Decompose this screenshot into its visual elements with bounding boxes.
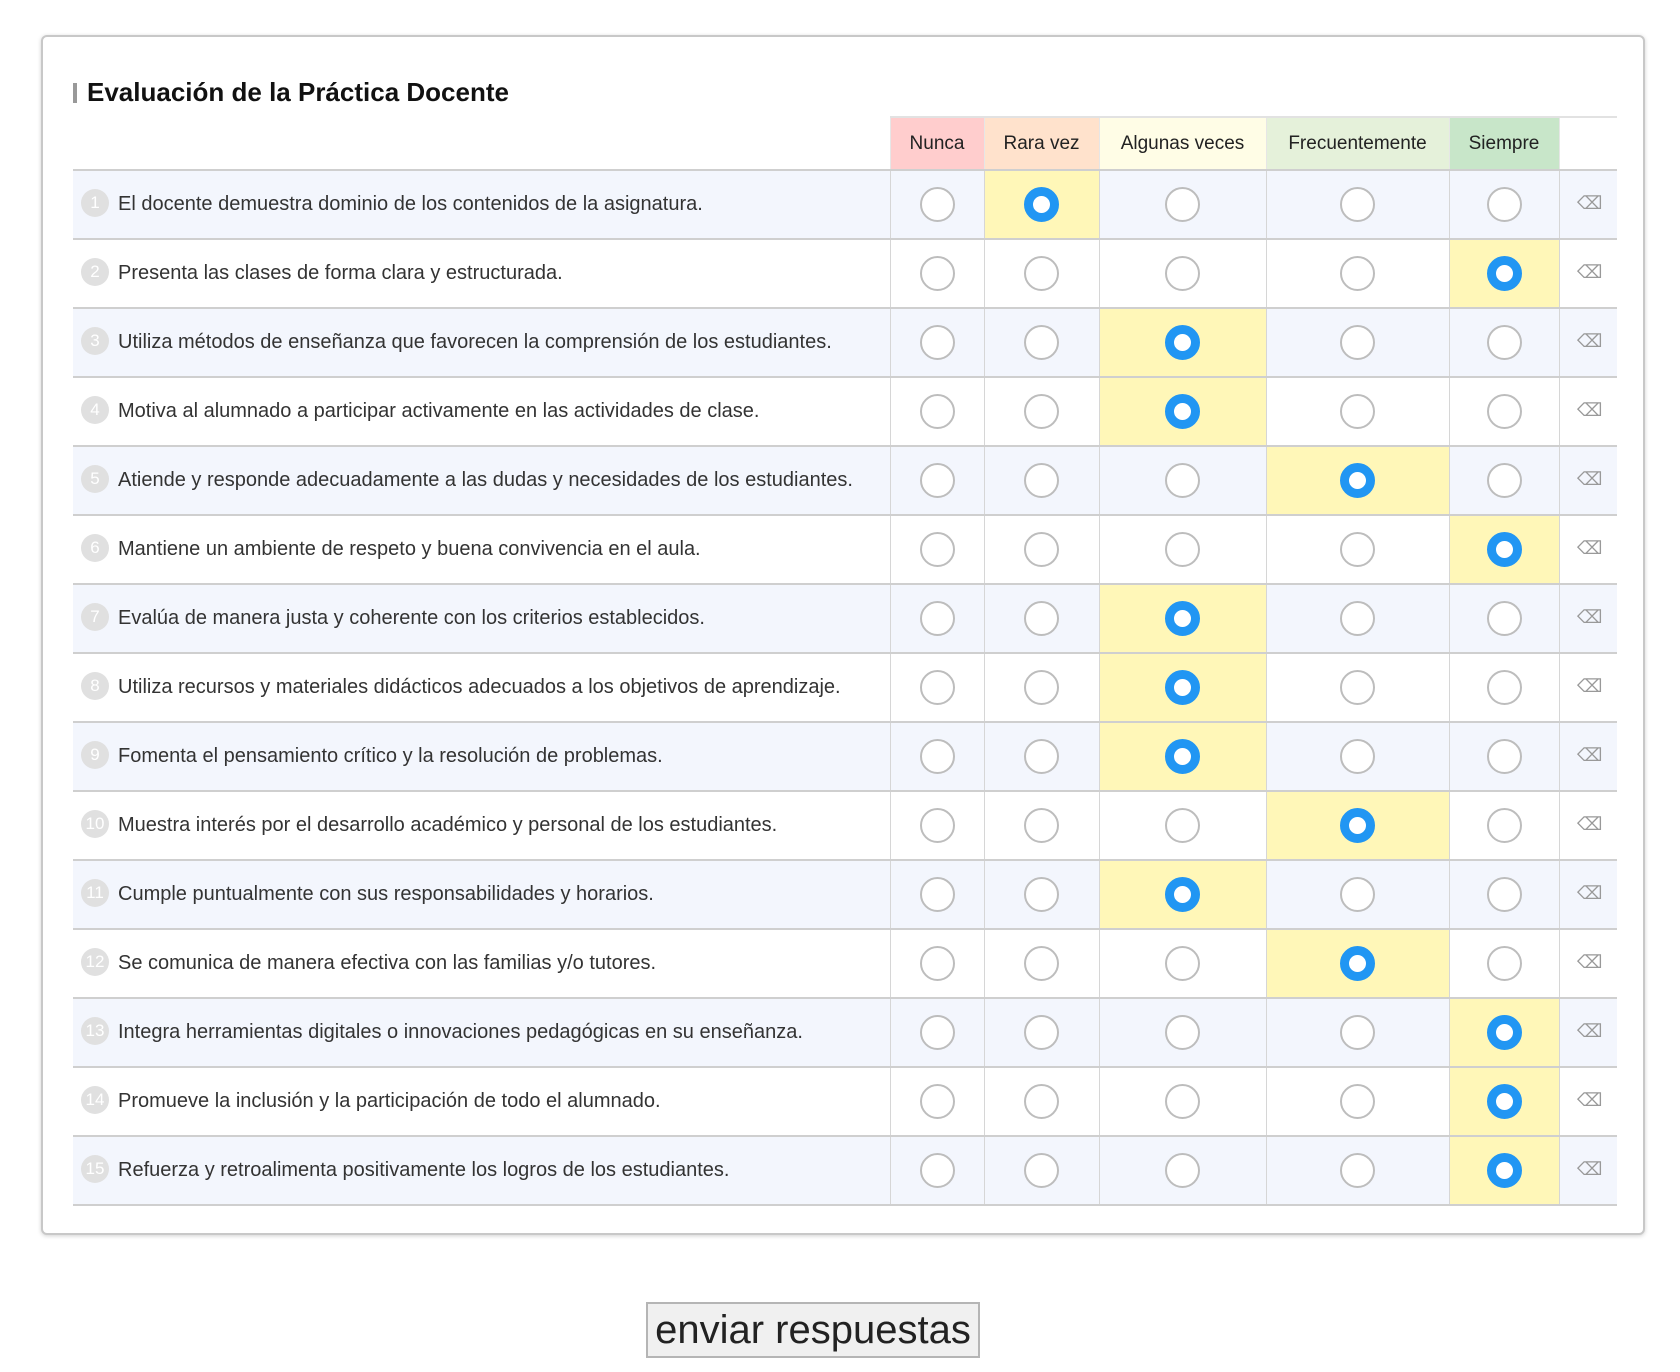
survey-panel <box>41 35 1645 1235</box>
radio-rara-vez[interactable] <box>1024 601 1059 636</box>
radio-frecuentemente[interactable] <box>1340 877 1375 912</box>
radio-frecuentemente[interactable] <box>1340 532 1375 567</box>
clear-cell <box>1559 239 1617 308</box>
option-cell-siempre[interactable] <box>1449 998 1559 1067</box>
radio-siempre[interactable] <box>1487 739 1522 774</box>
clear-cell <box>1559 1136 1617 1205</box>
radio-frecuentemente[interactable] <box>1340 670 1375 705</box>
question-row <box>73 584 1617 653</box>
column-header-frecuentemente: Frecuentemente <box>1266 117 1449 170</box>
question-number-badge: 8 <box>81 672 109 700</box>
question-row <box>73 791 1617 860</box>
radio-nunca[interactable] <box>920 1153 955 1188</box>
backspace-icon[interactable]: ⌫ <box>1577 193 1603 213</box>
question-content <box>73 743 890 771</box>
option-cell-frecuentemente[interactable] <box>1266 860 1449 929</box>
question-number-badge: 5 <box>81 465 109 493</box>
backspace-icon[interactable]: ⌫ <box>1577 1090 1603 1110</box>
option-cell-rara-vez[interactable] <box>984 515 1099 584</box>
column-header-algunas-veces: Algunas veces <box>1099 117 1266 170</box>
question-cell <box>73 1067 890 1136</box>
header-row <box>73 117 1617 170</box>
question-row <box>73 1067 1617 1136</box>
question-text: Fomenta el pensamiento crítico y la resolución de problemas. <box>118 745 663 767</box>
option-cell-rara-vez[interactable] <box>984 653 1099 722</box>
radio-algunas-veces[interactable] <box>1165 601 1200 636</box>
question-cell <box>73 929 890 998</box>
option-cell-rara-vez[interactable] <box>984 1067 1099 1136</box>
option-cell-algunas-veces[interactable] <box>1099 722 1266 791</box>
question-row <box>73 722 1617 791</box>
title-accent-bar <box>73 83 77 103</box>
question-row <box>73 515 1617 584</box>
option-cell-nunca[interactable] <box>890 929 984 998</box>
radio-siempre[interactable] <box>1487 532 1522 567</box>
question-number-badge: 4 <box>81 396 109 424</box>
question-number-badge: 9 <box>81 741 109 769</box>
option-cell-siempre[interactable] <box>1449 722 1559 791</box>
question-text: Mantiene un ambiente de respeto y buena convivencia en el aula. <box>118 538 701 560</box>
option-cell-frecuentemente[interactable] <box>1266 515 1449 584</box>
backspace-icon[interactable]: ⌫ <box>1577 538 1603 558</box>
question-row <box>73 377 1617 446</box>
option-cell-rara-vez[interactable] <box>984 584 1099 653</box>
radio-nunca[interactable] <box>920 1084 955 1119</box>
option-cell-rara-vez[interactable] <box>984 860 1099 929</box>
radio-siempre[interactable] <box>1487 1015 1522 1050</box>
radio-frecuentemente[interactable] <box>1340 394 1375 429</box>
radio-frecuentemente[interactable] <box>1340 808 1375 843</box>
backspace-icon[interactable]: ⌫ <box>1577 676 1603 696</box>
radio-nunca[interactable] <box>920 877 955 912</box>
option-cell-algunas-veces[interactable] <box>1099 860 1266 929</box>
clear-cell <box>1559 653 1617 722</box>
question-row <box>73 653 1617 722</box>
backspace-icon[interactable]: ⌫ <box>1577 607 1603 627</box>
option-cell-rara-vez[interactable] <box>984 308 1099 377</box>
question-cell <box>73 584 890 653</box>
radio-rara-vez[interactable] <box>1024 1153 1059 1188</box>
radio-rara-vez[interactable] <box>1024 394 1059 429</box>
question-cell <box>73 170 890 239</box>
radio-nunca[interactable] <box>920 1015 955 1050</box>
option-cell-nunca[interactable] <box>890 653 984 722</box>
clear-cell <box>1559 170 1617 239</box>
header-tail <box>1559 117 1617 170</box>
column-header-rara-vez: Rara vez <box>984 117 1099 170</box>
radio-algunas-veces[interactable] <box>1165 670 1200 705</box>
option-cell-nunca[interactable] <box>890 584 984 653</box>
question-text: Promueve la inclusión y la participación de todo el alumnado. <box>118 1090 661 1112</box>
question-text: Refuerza y retroalimenta positivamente los logros de los estudiantes. <box>118 1159 730 1181</box>
option-cell-nunca[interactable] <box>890 308 984 377</box>
option-cell-algunas-veces[interactable] <box>1099 308 1266 377</box>
option-cell-frecuentemente[interactable] <box>1266 377 1449 446</box>
radio-algunas-veces[interactable] <box>1165 1084 1200 1119</box>
radio-siempre[interactable] <box>1487 325 1522 360</box>
survey-title <box>73 77 509 108</box>
option-cell-frecuentemente[interactable] <box>1266 584 1449 653</box>
option-cell-rara-vez[interactable] <box>984 791 1099 860</box>
option-cell-siempre[interactable] <box>1449 929 1559 998</box>
question-content <box>73 398 890 426</box>
option-cell-frecuentemente[interactable] <box>1266 446 1449 515</box>
radio-frecuentemente[interactable] <box>1340 256 1375 291</box>
radio-algunas-veces[interactable] <box>1165 877 1200 912</box>
radio-nunca[interactable] <box>920 394 955 429</box>
backspace-icon[interactable]: ⌫ <box>1577 469 1603 489</box>
question-number-badge: 13 <box>81 1017 109 1045</box>
backspace-icon[interactable]: ⌫ <box>1577 262 1603 282</box>
option-cell-nunca[interactable] <box>890 722 984 791</box>
option-cell-frecuentemente[interactable] <box>1266 998 1449 1067</box>
question-number-badge: 3 <box>81 327 109 355</box>
radio-nunca[interactable] <box>920 739 955 774</box>
radio-siempre[interactable] <box>1487 946 1522 981</box>
option-cell-nunca[interactable] <box>890 1136 984 1205</box>
clear-cell <box>1559 446 1617 515</box>
option-cell-frecuentemente[interactable] <box>1266 929 1449 998</box>
option-cell-frecuentemente[interactable] <box>1266 1067 1449 1136</box>
radio-siempre[interactable] <box>1487 670 1522 705</box>
radio-nunca[interactable] <box>920 463 955 498</box>
question-cell <box>73 1136 890 1205</box>
backspace-icon[interactable]: ⌫ <box>1577 952 1603 972</box>
clear-cell <box>1559 860 1617 929</box>
question-content <box>73 881 890 909</box>
radio-frecuentemente[interactable] <box>1340 1015 1375 1050</box>
backspace-icon[interactable]: ⌫ <box>1577 745 1603 765</box>
radio-siempre[interactable] <box>1487 1084 1522 1119</box>
backspace-icon[interactable]: ⌫ <box>1577 331 1603 351</box>
question-content <box>73 329 890 357</box>
radio-rara-vez[interactable] <box>1024 670 1059 705</box>
grid-body <box>73 170 1617 1205</box>
radio-frecuentemente[interactable] <box>1340 187 1375 222</box>
option-cell-siempre[interactable] <box>1449 308 1559 377</box>
backspace-icon[interactable]: ⌫ <box>1577 1021 1603 1041</box>
rating-grid <box>73 116 1617 1206</box>
option-cell-rara-vez[interactable] <box>984 446 1099 515</box>
backspace-icon[interactable]: ⌫ <box>1577 814 1603 834</box>
option-cell-rara-vez[interactable] <box>984 170 1099 239</box>
radio-rara-vez[interactable] <box>1024 1015 1059 1050</box>
option-cell-frecuentemente[interactable] <box>1266 308 1449 377</box>
clear-cell <box>1559 929 1617 998</box>
question-text: Cumple puntualmente con sus responsabilidades y horarios. <box>118 883 654 905</box>
radio-algunas-veces[interactable] <box>1165 394 1200 429</box>
option-cell-algunas-veces[interactable] <box>1099 1136 1266 1205</box>
option-cell-siempre[interactable] <box>1449 653 1559 722</box>
question-row <box>73 446 1617 515</box>
radio-rara-vez[interactable] <box>1024 946 1059 981</box>
radio-algunas-veces[interactable] <box>1165 325 1200 360</box>
option-cell-rara-vez[interactable] <box>984 377 1099 446</box>
radio-frecuentemente[interactable] <box>1340 463 1375 498</box>
clear-cell <box>1559 998 1617 1067</box>
question-number-badge: 15 <box>81 1155 109 1183</box>
question-cell <box>73 308 890 377</box>
radio-nunca[interactable] <box>920 256 955 291</box>
radio-rara-vez[interactable] <box>1024 463 1059 498</box>
question-content <box>73 812 890 840</box>
option-cell-siempre[interactable] <box>1449 1067 1559 1136</box>
option-cell-nunca[interactable] <box>890 515 984 584</box>
question-cell <box>73 860 890 929</box>
question-number-badge: 10 <box>81 810 109 838</box>
question-row <box>73 929 1617 998</box>
radio-frecuentemente[interactable] <box>1340 325 1375 360</box>
question-cell <box>73 998 890 1067</box>
radio-algunas-veces[interactable] <box>1165 946 1200 981</box>
option-cell-frecuentemente[interactable] <box>1266 170 1449 239</box>
option-cell-nunca[interactable] <box>890 239 984 308</box>
option-cell-algunas-veces[interactable] <box>1099 791 1266 860</box>
radio-algunas-veces[interactable] <box>1165 739 1200 774</box>
option-cell-rara-vez[interactable] <box>984 998 1099 1067</box>
question-cell <box>73 515 890 584</box>
radio-rara-vez[interactable] <box>1024 187 1059 222</box>
option-cell-siempre[interactable] <box>1449 584 1559 653</box>
radio-frecuentemente[interactable] <box>1340 1153 1375 1188</box>
survey-title-text: Evaluación de la Práctica Docente <box>87 77 509 107</box>
radio-frecuentemente[interactable] <box>1340 739 1375 774</box>
radio-siempre[interactable] <box>1487 1153 1522 1188</box>
clear-cell <box>1559 308 1617 377</box>
option-cell-nunca[interactable] <box>890 1067 984 1136</box>
option-cell-nunca[interactable] <box>890 860 984 929</box>
option-cell-algunas-veces[interactable] <box>1099 653 1266 722</box>
radio-rara-vez[interactable] <box>1024 739 1059 774</box>
question-row <box>73 860 1617 929</box>
option-cell-rara-vez[interactable] <box>984 929 1099 998</box>
option-cell-nunca[interactable] <box>890 170 984 239</box>
clear-cell <box>1559 791 1617 860</box>
question-content <box>73 1019 890 1047</box>
option-cell-rara-vez[interactable] <box>984 1136 1099 1205</box>
submit-button[interactable]: enviar respuestas <box>646 1302 980 1358</box>
option-cell-nunca[interactable] <box>890 791 984 860</box>
question-content <box>73 260 890 288</box>
question-row <box>73 998 1617 1067</box>
column-header-nunca: Nunca <box>890 117 984 170</box>
option-cell-siempre[interactable] <box>1449 170 1559 239</box>
question-cell <box>73 653 890 722</box>
radio-rara-vez[interactable] <box>1024 1084 1059 1119</box>
option-cell-siempre[interactable] <box>1449 239 1559 308</box>
radio-rara-vez[interactable] <box>1024 325 1059 360</box>
question-number-badge: 1 <box>81 189 109 217</box>
question-content <box>73 1157 890 1185</box>
question-text: Se comunica de manera efectiva con las familias y/o tutores. <box>118 952 657 974</box>
radio-algunas-veces[interactable] <box>1165 187 1200 222</box>
question-cell <box>73 377 890 446</box>
question-row <box>73 308 1617 377</box>
radio-siempre[interactable] <box>1487 256 1522 291</box>
option-cell-algunas-veces[interactable] <box>1099 1067 1266 1136</box>
radio-algunas-veces[interactable] <box>1165 1153 1200 1188</box>
question-content <box>73 1088 890 1116</box>
radio-nunca[interactable] <box>920 946 955 981</box>
question-number-badge: 6 <box>81 534 109 562</box>
question-row <box>73 170 1617 239</box>
radio-siempre[interactable] <box>1487 187 1522 222</box>
question-text: Utiliza recursos y materiales didácticos adecuados a los objetivos de aprendizaje. <box>118 676 841 698</box>
radio-algunas-veces[interactable] <box>1165 1015 1200 1050</box>
backspace-icon[interactable]: ⌫ <box>1577 883 1603 903</box>
radio-siempre[interactable] <box>1487 394 1522 429</box>
radio-siempre[interactable] <box>1487 877 1522 912</box>
question-number-badge: 2 <box>81 258 109 286</box>
question-number-badge: 12 <box>81 948 109 976</box>
option-cell-algunas-veces[interactable] <box>1099 239 1266 308</box>
option-cell-algunas-veces[interactable] <box>1099 998 1266 1067</box>
question-text: Presenta las clases de forma clara y estructurada. <box>118 262 563 284</box>
question-text: Utiliza métodos de enseñanza que favorecen la comprensión de los estudiantes. <box>118 331 832 353</box>
question-cell <box>73 446 890 515</box>
option-cell-nunca[interactable] <box>890 446 984 515</box>
question-text: Muestra interés por el desarrollo académico y personal de los estudiantes. <box>118 814 778 836</box>
radio-nunca[interactable] <box>920 532 955 567</box>
question-number-badge: 14 <box>81 1086 109 1114</box>
question-row <box>73 239 1617 308</box>
question-content <box>73 191 890 219</box>
radio-algunas-veces[interactable] <box>1165 808 1200 843</box>
option-cell-frecuentemente[interactable] <box>1266 1136 1449 1205</box>
radio-algunas-veces[interactable] <box>1165 532 1200 567</box>
radio-nunca[interactable] <box>920 187 955 222</box>
radio-frecuentemente[interactable] <box>1340 946 1375 981</box>
option-cell-rara-vez[interactable] <box>984 722 1099 791</box>
question-content <box>73 674 890 702</box>
radio-nunca[interactable] <box>920 325 955 360</box>
radio-nunca[interactable] <box>920 670 955 705</box>
clear-cell <box>1559 722 1617 791</box>
option-cell-siempre[interactable] <box>1449 860 1559 929</box>
question-cell <box>73 722 890 791</box>
option-cell-algunas-veces[interactable] <box>1099 377 1266 446</box>
question-text: Evalúa de manera justa y coherente con los criterios establecidos. <box>118 607 705 629</box>
question-text: Atiende y responde adecuadamente a las dudas y necesidades de los estudiantes. <box>118 469 853 491</box>
radio-algunas-veces[interactable] <box>1165 463 1200 498</box>
question-text: Integra herramientas digitales o innovaciones pedagógicas en su enseñanza. <box>118 1021 803 1043</box>
question-content <box>73 950 890 978</box>
option-cell-nunca[interactable] <box>890 377 984 446</box>
clear-cell <box>1559 1067 1617 1136</box>
question-content <box>73 605 890 633</box>
question-content <box>73 536 890 564</box>
option-cell-algunas-veces[interactable] <box>1099 515 1266 584</box>
column-header-siempre: Siempre <box>1449 117 1559 170</box>
option-cell-frecuentemente[interactable] <box>1266 239 1449 308</box>
option-cell-algunas-veces[interactable] <box>1099 584 1266 653</box>
question-number-badge: 7 <box>81 603 109 631</box>
header-blank <box>73 117 890 170</box>
radio-frecuentemente[interactable] <box>1340 601 1375 636</box>
backspace-icon[interactable]: ⌫ <box>1577 400 1603 420</box>
clear-cell <box>1559 515 1617 584</box>
radio-siempre[interactable] <box>1487 463 1522 498</box>
question-cell <box>73 791 890 860</box>
option-cell-siempre[interactable] <box>1449 446 1559 515</box>
option-cell-siempre[interactable] <box>1449 1136 1559 1205</box>
radio-rara-vez[interactable] <box>1024 532 1059 567</box>
option-cell-algunas-veces[interactable] <box>1099 170 1266 239</box>
question-text: Motiva al alumnado a participar activamente en las actividades de clase. <box>118 400 760 422</box>
option-cell-rara-vez[interactable] <box>984 239 1099 308</box>
option-cell-nunca[interactable] <box>890 998 984 1067</box>
option-cell-frecuentemente[interactable] <box>1266 791 1449 860</box>
backspace-icon[interactable]: ⌫ <box>1577 1159 1603 1179</box>
option-cell-algunas-veces[interactable] <box>1099 929 1266 998</box>
radio-rara-vez[interactable] <box>1024 877 1059 912</box>
radio-nunca[interactable] <box>920 601 955 636</box>
option-cell-frecuentemente[interactable] <box>1266 653 1449 722</box>
question-cell <box>73 239 890 308</box>
radio-algunas-veces[interactable] <box>1165 256 1200 291</box>
question-content <box>73 467 890 495</box>
radio-rara-vez[interactable] <box>1024 256 1059 291</box>
question-row <box>73 1136 1617 1205</box>
clear-cell <box>1559 584 1617 653</box>
option-cell-siempre[interactable] <box>1449 791 1559 860</box>
clear-cell <box>1559 377 1617 446</box>
radio-rara-vez[interactable] <box>1024 808 1059 843</box>
question-number-badge: 11 <box>81 879 109 907</box>
question-text: El docente demuestra dominio de los contenidos de la asignatura. <box>118 193 703 215</box>
option-cell-frecuentemente[interactable] <box>1266 722 1449 791</box>
option-cell-siempre[interactable] <box>1449 515 1559 584</box>
option-cell-siempre[interactable] <box>1449 377 1559 446</box>
radio-siempre[interactable] <box>1487 808 1522 843</box>
option-cell-algunas-veces[interactable] <box>1099 446 1266 515</box>
radio-frecuentemente[interactable] <box>1340 1084 1375 1119</box>
radio-siempre[interactable] <box>1487 601 1522 636</box>
radio-nunca[interactable] <box>920 808 955 843</box>
